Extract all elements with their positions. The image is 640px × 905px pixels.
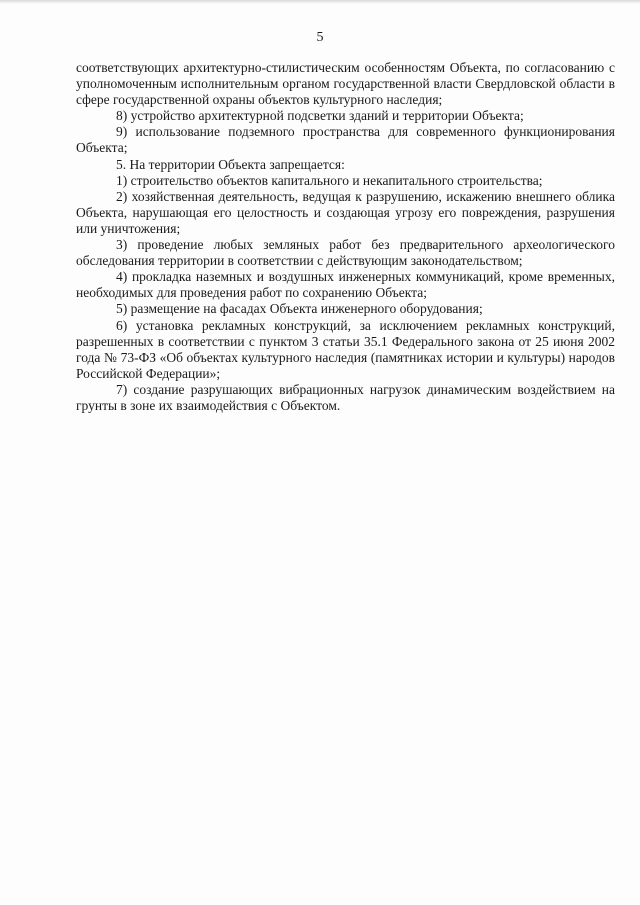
scan-top-edge xyxy=(0,0,640,4)
paragraph-section-5-heading: 5. На территории Объекта запрещается: xyxy=(116,156,345,172)
paragraph-prohibition-6: 6) установка рекламных конструкций, за исключением рекламных конструкций, разрешенных в соответствии с пунктом 3 статьи 35.1 Федерального закона от 25 июня 2002 года № 73-ФЗ «Об объектах культурного наследия (памятниках истории и культуры) народов Российской Федерации»; xyxy=(76,317,615,381)
paragraph-item-8: 8) устройство архитектурной подсветки зданий и территории Объекта; xyxy=(116,108,524,124)
paragraph-prohibition-7: 7) создание разрушающих вибрационных нагрузок динамическим воздействием на грунты в зоне их взаимодействия с Объектом. xyxy=(76,381,615,413)
paragraph-prohibition-3: 3) проведение любых земляных работ без предварительного археологического обследования территории в соответствии с действующим законодательством; xyxy=(76,237,615,269)
paragraph-prohibition-1: 1) строительство объектов капитального и некапитального строительства; xyxy=(116,172,543,188)
paragraph-prohibition-4: 4) прокладка наземных и воздушных инженерных коммуникаций, кроме временных, необходимых для проведения работ по сохранению Объекта; xyxy=(76,269,615,301)
paragraph-prohibition-2: 2) хозяйственная деятельность, ведущая к разрушению, искажению внешнего облика Объекта, нарушающая его целостность и создающая угрозу его повреждения, разрушения или уничтожения; xyxy=(76,188,615,236)
paragraph-continuation: соответствующих архитектурно-стилистическим особенностям Объекта, по согласованию с уполномоченным исполнительным органом государственной власти Свердловской области в сфере государственной охраны объектов культурного наследия; xyxy=(76,60,615,108)
document-body xyxy=(76,60,615,414)
page-number: 5 xyxy=(316,30,324,45)
paragraph-item-9: 9) использование подземного пространства для современного функционирования Объекта; xyxy=(76,124,615,156)
paragraph-prohibition-5: 5) размещение на фасадах Объекта инженерного оборудования; xyxy=(116,301,483,317)
